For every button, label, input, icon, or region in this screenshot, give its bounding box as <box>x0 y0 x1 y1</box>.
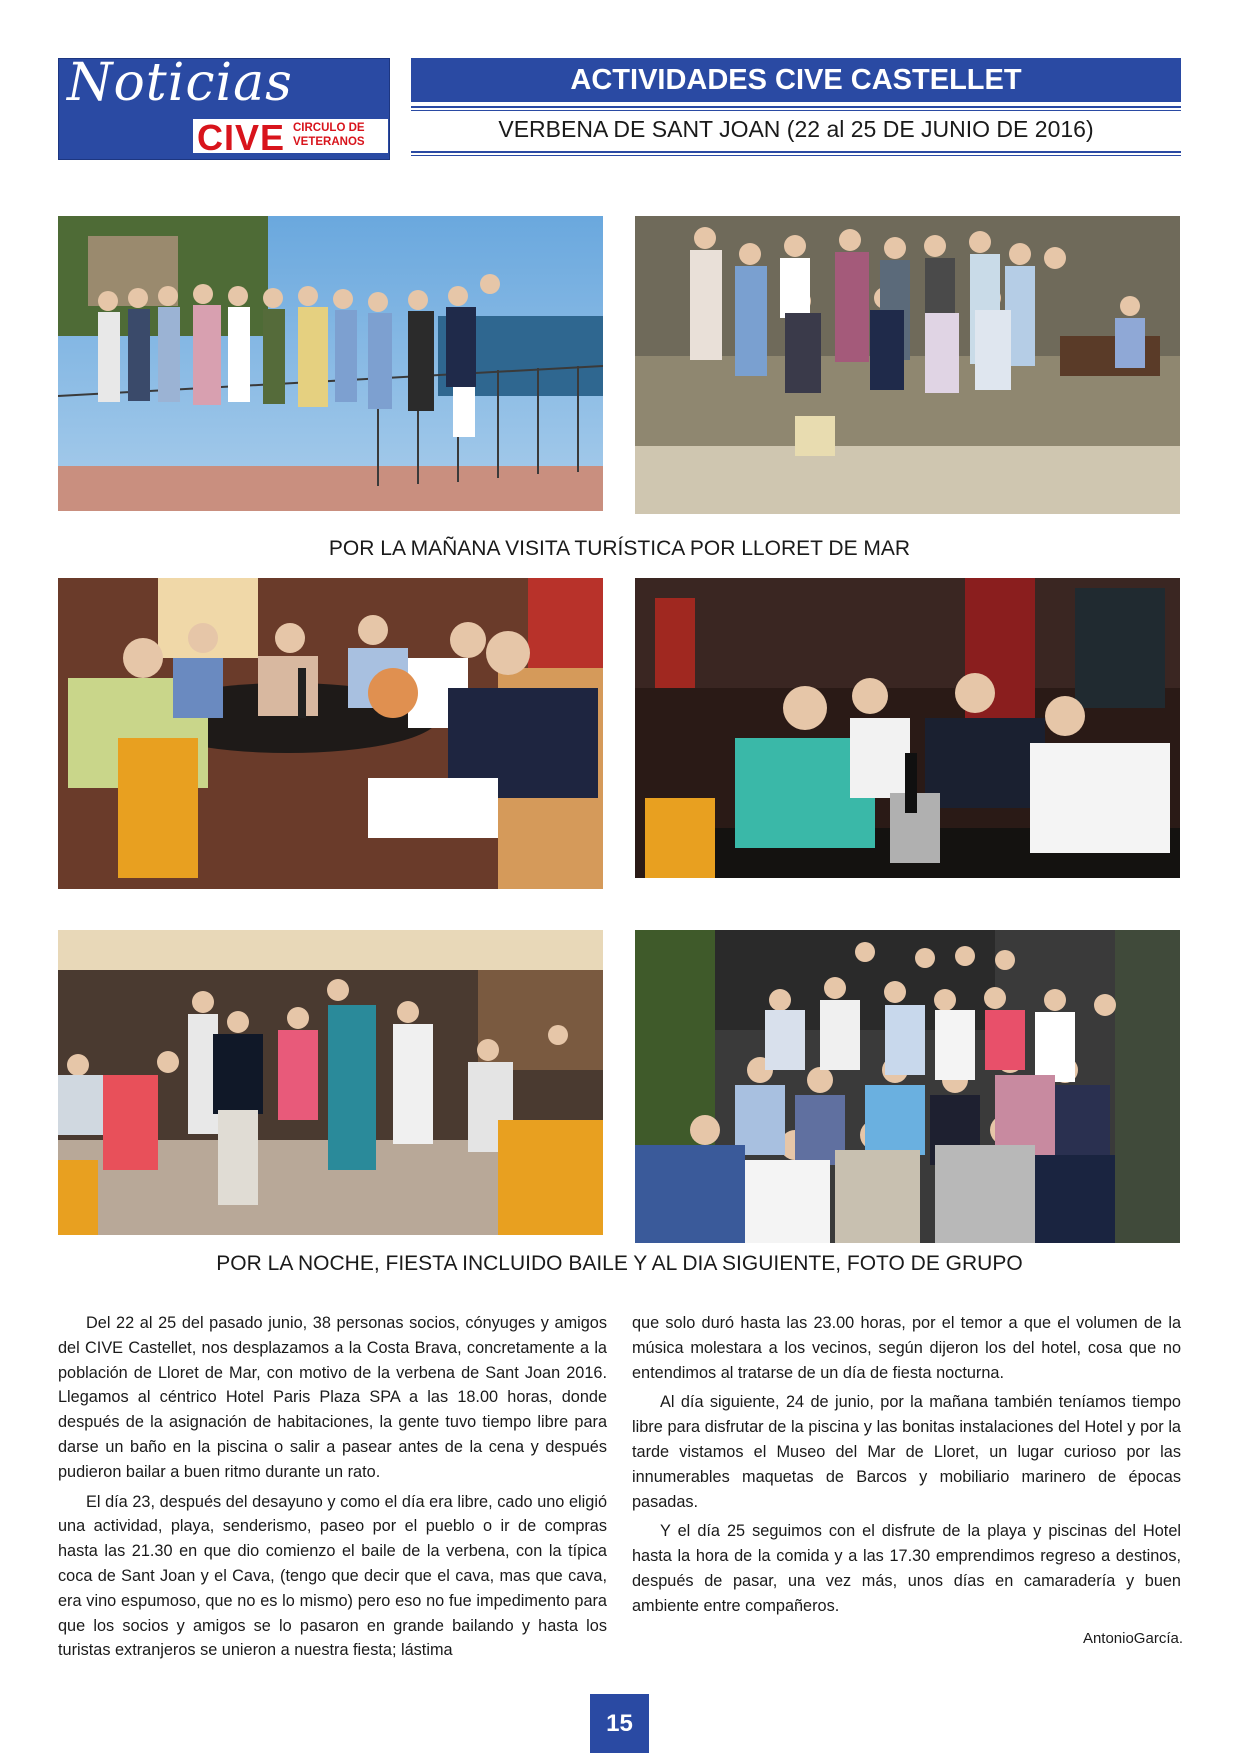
caption-morning: POR LA MAÑANA VISITA TURÍSTICA POR LLORET DE MAR <box>328 537 911 560</box>
article-paragraph: que solo duró hasta las 23.00 horas, por el temor a que el volumen de la música molestara a los vecinos, según dijeron los del hotel, cosa que no entendimos al tratarse de un día de fiesta nocturna. <box>632 1314 1181 1382</box>
noticias-cive-logo <box>58 53 390 160</box>
dance-photo <box>58 930 603 1235</box>
article-signature: AntonioGarcía. <box>1082 1630 1183 1647</box>
hotel-group-photo <box>635 930 1180 1243</box>
logo-subtitle-line1: CIRCULO DE <box>293 122 365 134</box>
section-title: ACTIVIDADES CIVE CASTELLET <box>411 58 1181 102</box>
article-paragraph: Al día siguiente, 24 de junio, por la mañana también teníamos tiempo libre para disfrutar de la piscina y las bonitas instalaciones del Hotel y por la tarde vistamos el Museo del Mar de Lloret, un lugar curioso por las innumerables maquetas de Barcos y mobiliario marinero de épocas pasadas. <box>632 1393 1181 1511</box>
article-column-left <box>58 1311 607 1668</box>
header-rule-top-thin <box>411 110 1181 111</box>
article-paragraph: Del 22 al 25 del pasado junio, 38 personas socios, cónyuges y amigos del CIVE Castellet, nos desplazamos a la Costa Brava, concretamente a la población de Lloret de Mar, con motivo de la verbena de Sant Joan 2016. Llegamos al céntrico Hotel Paris Plaza SPA a las 18.00 horas, donde después de la asignación de habitaciones, la gente tuvo tiempo libre para darse un baño en la piscina o salir a pasear antes de la cena y después pudieron bailar a buen ritmo durante un rato. <box>58 1314 607 1481</box>
seafront-group-photo <box>58 216 603 511</box>
header-rule-top <box>411 106 1181 108</box>
bench-group-photo <box>635 216 1180 514</box>
header-rule-bottom <box>411 151 1181 153</box>
page-number: 15 <box>590 1694 649 1753</box>
toast-photo <box>635 578 1180 878</box>
header-rule-bottom-thin <box>411 155 1181 156</box>
article-paragraph: Y el día 25 seguimos con el disfrute de la playa y piscinas del Hotel hasta la hora de la comida y a las 17.30 emprendimos regreso a destinos, después de pasar, una vez más, unos días en camaradería y buen ambiente entre compañeros. <box>632 1522 1181 1615</box>
dinner-table-photo <box>58 578 603 889</box>
logo-script-text: Noticias <box>67 53 293 113</box>
event-subtitle: VERBENA DE SANT JOAN (22 al 25 DE JUNIO DE 2016) <box>498 116 1094 142</box>
article-column-right <box>632 1311 1181 1624</box>
logo-subtitle <box>293 121 388 149</box>
caption-night: POR LA NOCHE, FIESTA INCLUIDO BAILE Y AL DIA SIGUIENTE, FOTO DE GRUPO <box>216 1252 1023 1275</box>
logo-brand: CIVE <box>197 117 286 158</box>
logo-subtitle-line2: VETERANOS <box>293 136 365 148</box>
article-paragraph: El día 23, después del desayuno y como el día era libre, cado uno eligió una actividad, playa, senderismo, paseo por el pueblo o ir de compras hasta las 21.30 en que dio comienzo el baile de la verbena, con la típica coca de Sant Joan y el Cava, (tengo que decir que el cava, mas que cava, era vino espumoso, que no es lo mismo) pero eso no fue impedimento para que los socios y amigos se lo pasaron en grande bailando y hasta los turistas extranjeros se unieron a nuestra fiesta; lástima <box>58 1492 607 1660</box>
